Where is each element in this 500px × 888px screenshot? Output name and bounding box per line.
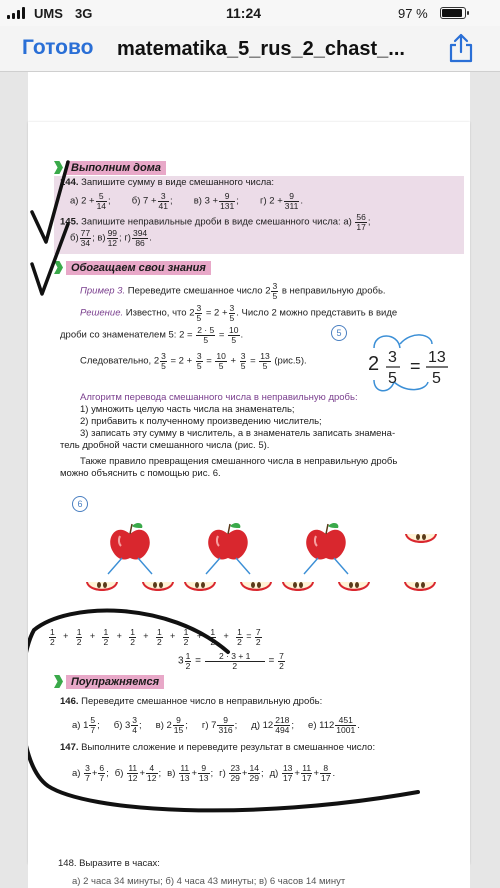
battery-icon — [440, 7, 466, 19]
ex146-task: 146. Переведите смешанное число в неправильную дробь: — [60, 696, 323, 707]
fig5-whole: 2 — [368, 353, 380, 375]
fig5-den: 5 — [388, 370, 397, 387]
ex144-items: а) 2 + $\frac{5}{14}$ ; б) 7 + $\frac{3}{41}$ ; в) 3 + $\frac{9}{131}$ ; г) 2 + $\frac{9}{311}$ . — [70, 191, 303, 211]
algorithm-step-2: 2) прибавить к полученному произведению числитель; — [80, 416, 322, 427]
check-mark-2 — [32, 224, 68, 294]
ex147-items: а) $\frac{3}{7}$ + $\frac{6}{7}$ ; б) $\frac{11}{12}$ + $\frac{4}{12}$ ; в) $\frac{11}{13}$ + $\frac{9}{13}$ ; г) $\frac{23}{29}$ + $\frac{14}{29}$ ; д) $\frac{13}{17}$ + $\frac{11}{17}$ + $\frac{8}{17}$ . — [72, 763, 336, 783]
fig5-num: 3 — [388, 349, 397, 366]
ex148-items: а) 2 часа 34 минуты; б) 4 часа 43 минуты; в) 6 часов 14 минут — [72, 876, 346, 887]
document-viewer[interactable] — [0, 72, 500, 888]
handwritten-marks — [28, 122, 470, 864]
algorithm-title: Алгоритм перевода смешанного числа в неправильную дробь: — [80, 392, 358, 403]
share-icon[interactable] — [447, 32, 475, 64]
enrich-heading: Обогащаем свои знания — [54, 260, 211, 275]
status-bar — [0, 0, 500, 26]
battery-percent: 97 % — [398, 6, 428, 21]
document-title: matematika_5_rus_2_chast_... — [117, 38, 405, 60]
also-line-1: Также правило превращения смешанного числа в неправильную дробь — [80, 456, 398, 467]
ex147-task: 147. Выполните сложение и переведите результат в смешанное число: — [60, 742, 376, 753]
algorithm-step-3b: тель дробной части смешанного числа (рис. 5). — [60, 440, 270, 451]
ex148-task: 148. Выразите в часах: — [58, 858, 160, 869]
figure-5-number: 5 — [331, 325, 347, 341]
done-button[interactable]: Готово — [22, 36, 94, 59]
fig5-eq: = — [410, 356, 421, 376]
algorithm-step-1: 1) умножить целую часть числа на знаменатель; — [80, 404, 295, 415]
document-toolbar — [0, 26, 500, 72]
solution-line-3: Следовательно, 2 $\frac{3}{5}$ = 2 + $\frac{3}{5}$ = $\frac{10}{5}$ + $\frac{3}{5}$ = $\frac{13}{5}$ (рис.5). — [80, 351, 307, 371]
solution-line-1: Решение. Известно, что 2 $\frac{3}{5}$ = 2 + $\frac{3}{5}$ . Число 2 можно представить в виде — [80, 303, 398, 323]
carrier-name: UMS — [34, 6, 63, 21]
fig5-result-den: 5 — [432, 370, 441, 387]
halves-sum: $\frac{1}{2}$ + $\frac{1}{2}$ + $\frac{1}{2}$ + $\frac{1}{2}$ + $\frac{1}{2}$ + $\frac{1}{2}$ + $\frac{1}{2}$ + $\frac{1}{2}$ = $\frac{7}{2}$ — [50, 627, 261, 647]
signal-icon — [7, 7, 25, 19]
example-3: Пример 3. Переведите смешанное число 2 $\frac{3}{5}$ в неправильную дробь. — [80, 281, 386, 301]
textbook-page — [28, 122, 470, 864]
network-type: 3G — [75, 6, 93, 21]
next-page — [28, 828, 470, 888]
status-time: 11:24 — [226, 5, 262, 21]
ex146-items: а) 1 $\frac{5}{7}$ ; б) 3 $\frac{3}{4}$ ; в) 2 $\frac{9}{15}$ ; г) 7 $\frac{9}{316}$ ; д) 12 $\frac{218}{494}$ ; е) 112 $\frac{451}{1001}$ . — [72, 715, 360, 735]
algorithm-step-3: 3) записать эту сумму в числитель, а в знаменатель записать знамена- — [80, 428, 396, 439]
battery-level — [442, 9, 462, 17]
homework-heading: Выполним дома — [54, 160, 166, 175]
hand-drawn-curve — [28, 611, 418, 811]
mixed-to-improper-formula: 3 $\frac{1}{2}$ = $\frac{2 \cdot 3 + 1}{2}$ = $\frac{7}{2}$ — [178, 651, 284, 671]
also-line-2: можно объяснить с помощью рис. 6. — [60, 468, 221, 479]
check-mark-1 — [32, 162, 68, 242]
fig5-result-num: 13 — [428, 349, 446, 366]
ex145-items: б) $\frac{77}{34}$ ; в) $\frac{99}{12}$ ; г) $\frac{394}{86}$ . — [70, 228, 152, 248]
figure-6-number: 6 — [72, 496, 88, 512]
ex144-task: 144. Запишите сумму в виде смешанного числа: — [60, 177, 275, 188]
ex145-task: 145. Запишите неправильные дроби в виде смешанного числа: а) $\frac{56}{17}$ ; — [60, 212, 371, 232]
practice-heading: Поупражняемся — [54, 674, 164, 689]
solution-line-2: дроби со знаменателем 5: 2 = $\frac{2 \cdot 5}{5}$ = $\frac{10}{5}$ . — [60, 325, 244, 345]
